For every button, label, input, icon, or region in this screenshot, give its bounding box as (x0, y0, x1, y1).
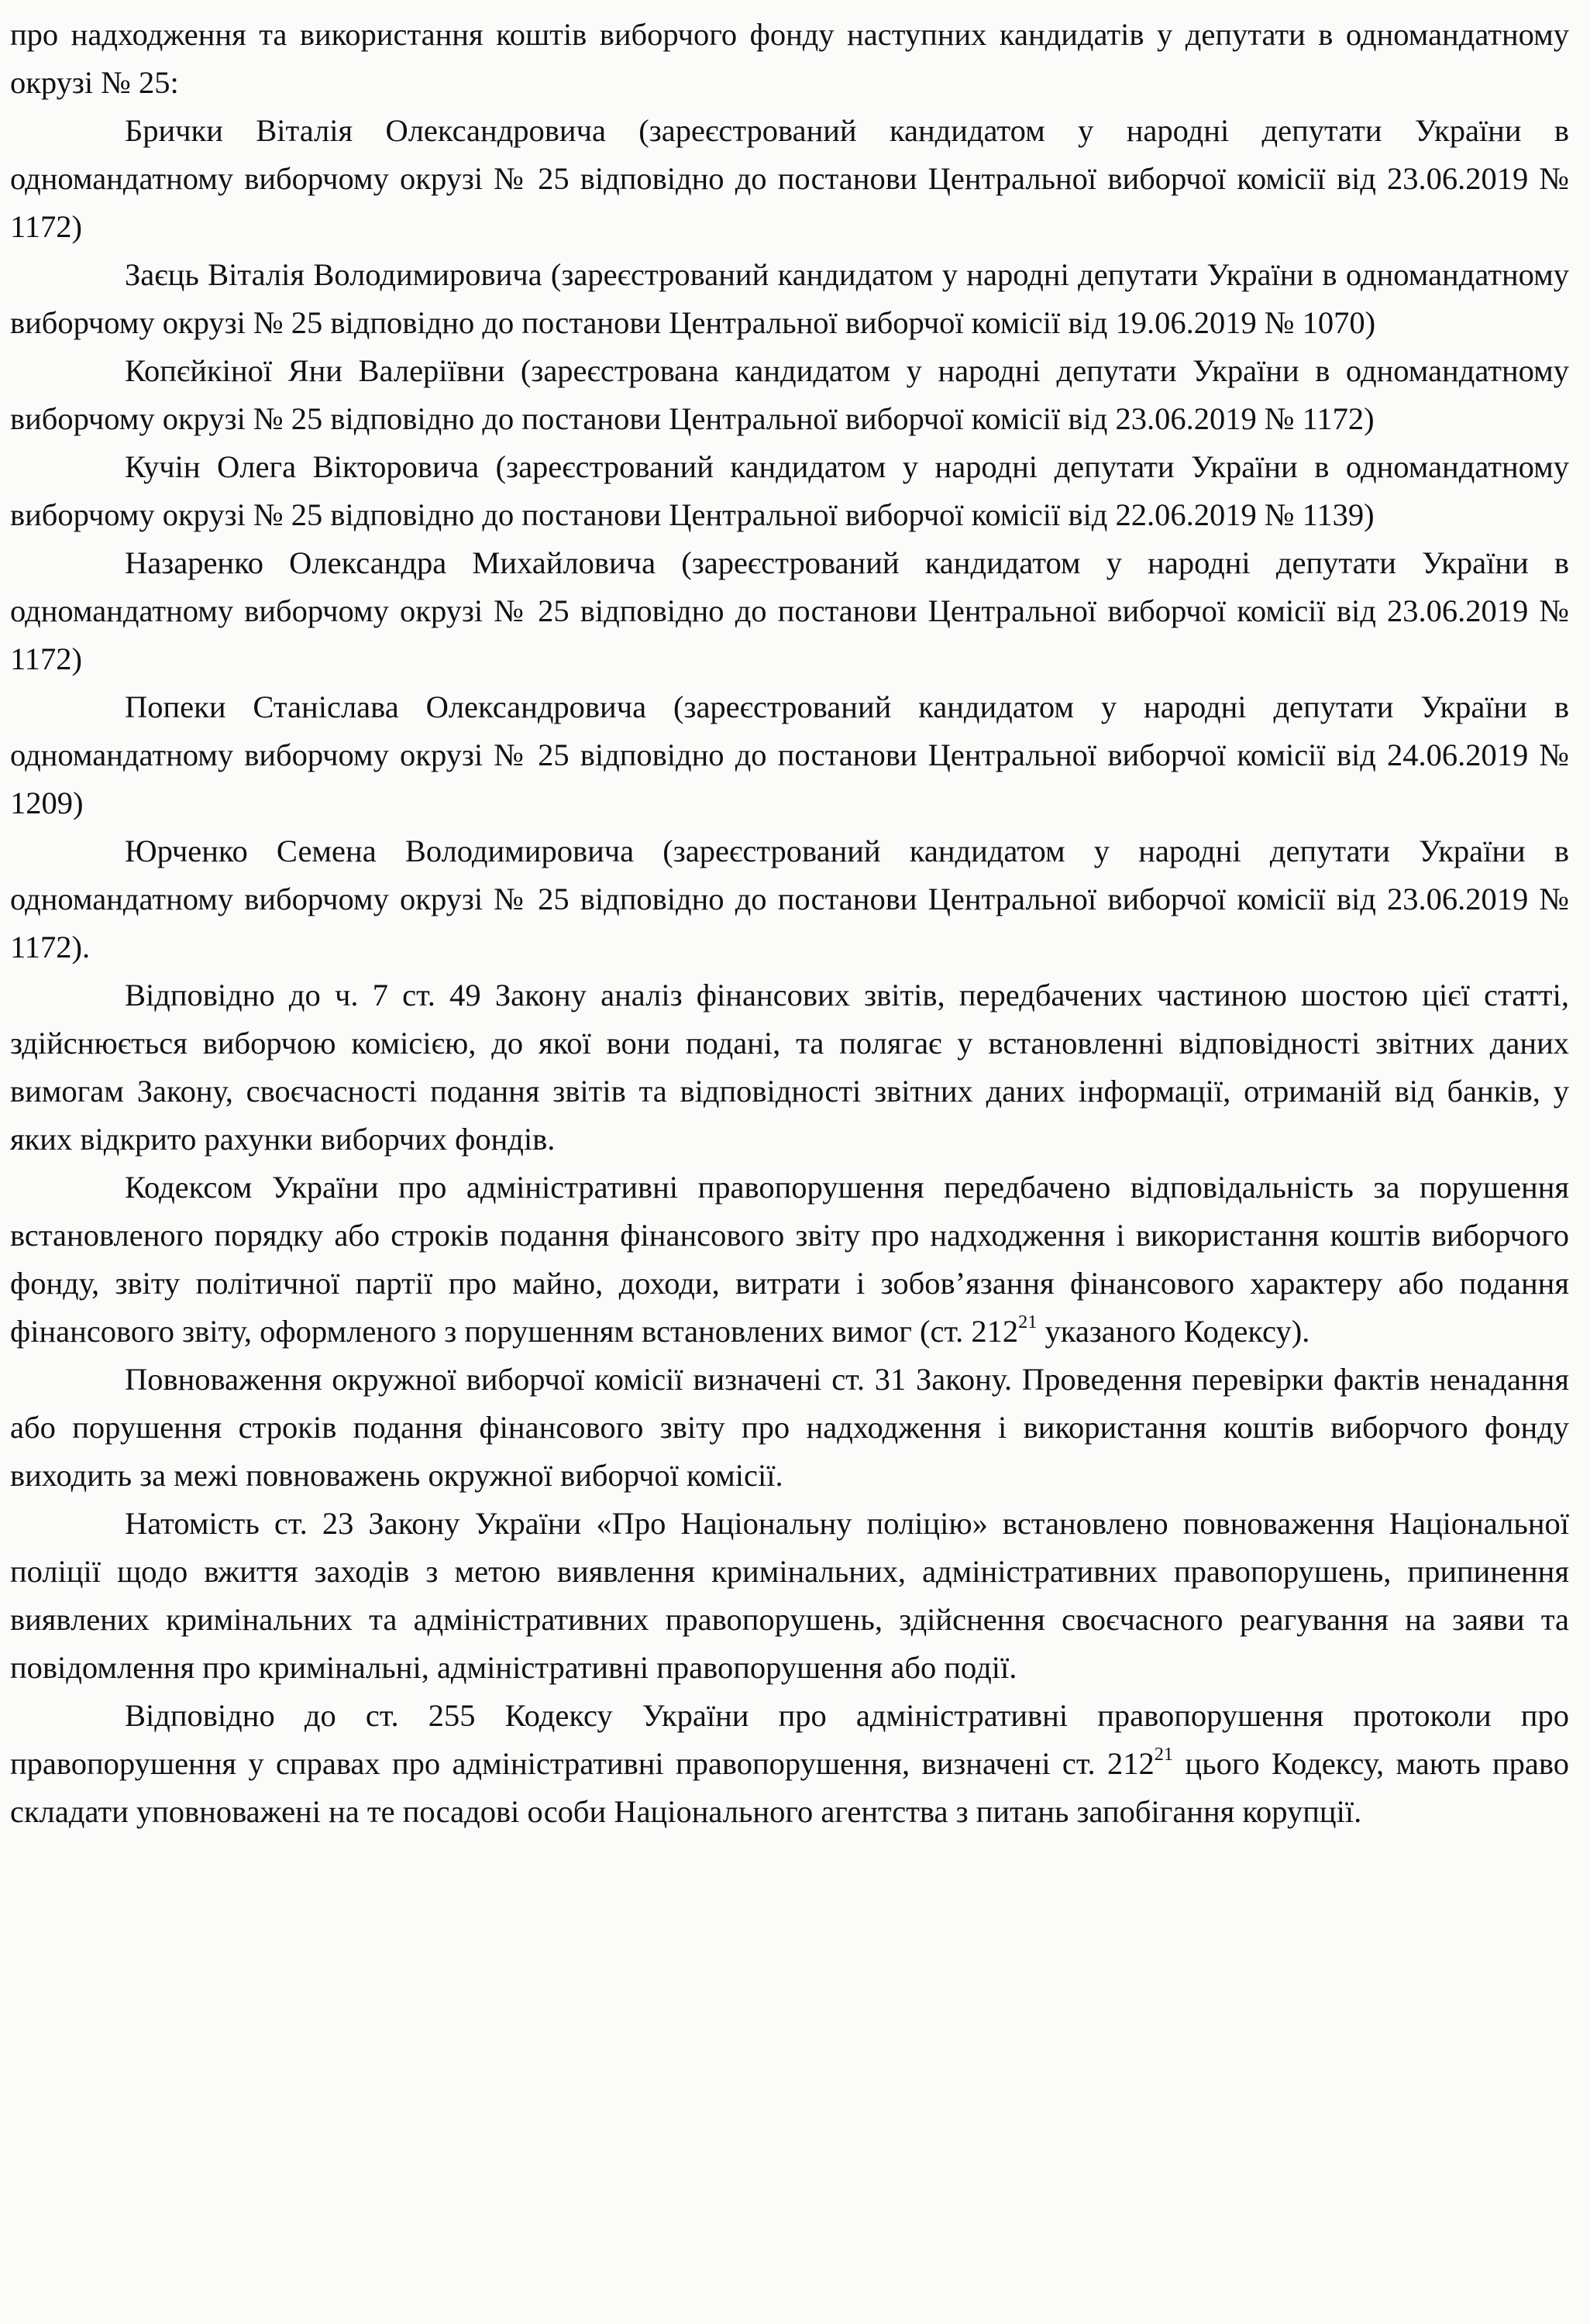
paragraph-text: указаного Кодексу). (1037, 1314, 1310, 1349)
paragraph-candidate-kuchin: Кучін Олега Вікторовича (зареєстрований кандидатом у народні депутати України в одномандатному виборчому окрузі № 25 відповідно до постанови Центральної виборчої комісії від 22.06.2019 № 1139) (10, 449, 1569, 532)
superscript: 21 (1154, 1743, 1174, 1765)
paragraph-candidate-brychka: Брички Віталія Олександровича (зареєстрований кандидатом у народні депутати України в одномандатному виборчому окрузі № 25 відповідно до постанови Центральної виборчої комісії від 23.06.2019 № 1172) (10, 113, 1569, 244)
paragraph-candidate-yurchenko: Юрченко Семена Володимировича (зареєстрований кандидатом у народні депутати України в одномандатному виборчому окрузі № 25 відповідно до постанови Центральної виборчої комісії від 23.06.2019 № 1172). (10, 834, 1569, 964)
paragraph-intro: про надходження та використання коштів виборчого фонду наступних кандидатів у депутати в одномандатному окрузі № 25: (10, 17, 1569, 100)
paragraph-candidate-popeka: Попеки Станіслава Олександровича (зареєстрований кандидатом у народні депутати України в одномандатному виборчому окрузі № 25 відповідно до постанови Центральної виборчої комісії від 24.06.2019 № 1209) (10, 689, 1569, 820)
paragraph-candidate-zaiets: Заєць Віталія Володимировича (зареєстрований кандидатом у народні депутати України в одномандатному виборчому окрузі № 25 відповідно до постанови Центральної виборчої комісії від 19.06.2019 № 1070) (10, 257, 1569, 340)
paragraph-text: цього Кодексу, мають право складати уповноважені на те посадові особи Національного агентства з питань запобігання корупції. (10, 1746, 1569, 1829)
paragraph-article-255 (10, 1692, 1569, 1836)
document-page (10, 11, 1569, 1836)
paragraph-text: Кодексом України про адміністративні правопорушення передбачено відповідальність за порушення встановленого порядку або строків подання фінансового звіту про надходження і використання коштів виборчого фонду, звіту політичної партії про майно, доходи, витрати і зобов’язання фінансового характеру або подання фінансового звіту, оформленого з порушенням встановлених вимог (ст. 212 (10, 1170, 1569, 1349)
paragraph-financial-reports-analysis: Відповідно до ч. 7 ст. 49 Закону аналіз фінансових звітів, передбачених частиною шостою цієї статті, здійснюється виборчою комісією, до якої вони подані, та полягає у встановленні відповідності звітних даних вимогам Закону, своєчасності подання звітів та відповідності звітних даних інформації, отриманій від банків, у яких відкрито рахунки виборчих фондів. (10, 978, 1569, 1157)
paragraph-text: Відповідно до ст. 255 Кодексу України про адміністративні правопорушення протоколи про правопорушення у справах про адміністративні правопорушення, визначені ст. 212 (10, 1698, 1569, 1781)
paragraph-code-liability (10, 1164, 1569, 1356)
paragraph-candidate-nazarenko: Назаренко Олександра Михайловича (зареєстрований кандидатом у народні депутати України в одномандатному виборчому окрузі № 25 відповідно до постанови Центральної виборчої комісії від 23.06.2019 № 1172) (10, 545, 1569, 676)
paragraph-police-powers: Натомість ст. 23 Закону України «Про Національну поліцію» встановлено повноваження Національної поліції щодо вжиття заходів з метою виявлення кримінальних, адміністративних правопорушень, припинення виявлених кримінальних та адміністративних правопорушень, здійснення своєчасного реагування на заяви та повідомлення про кримінальні, адміністративні правопорушення або події. (10, 1506, 1569, 1685)
paragraph-commission-powers: Повноваження окружної виборчої комісії визначені ст. 31 Закону. Проведення перевірки фактів ненадання або порушення строків подання фінансового звіту про надходження і використання коштів виборчого фонду виходить за межі повноважень окружної виборчої комісії. (10, 1362, 1569, 1493)
superscript: 21 (1018, 1311, 1038, 1332)
paragraph-candidate-kopeikina: Копєйкіної Яни Валеріївни (зареєстрована кандидатом у народні депутати України в одномандатному виборчому окрузі № 25 відповідно до постанови Центральної виборчої комісії від 23.06.2019 № 1172) (10, 353, 1569, 436)
